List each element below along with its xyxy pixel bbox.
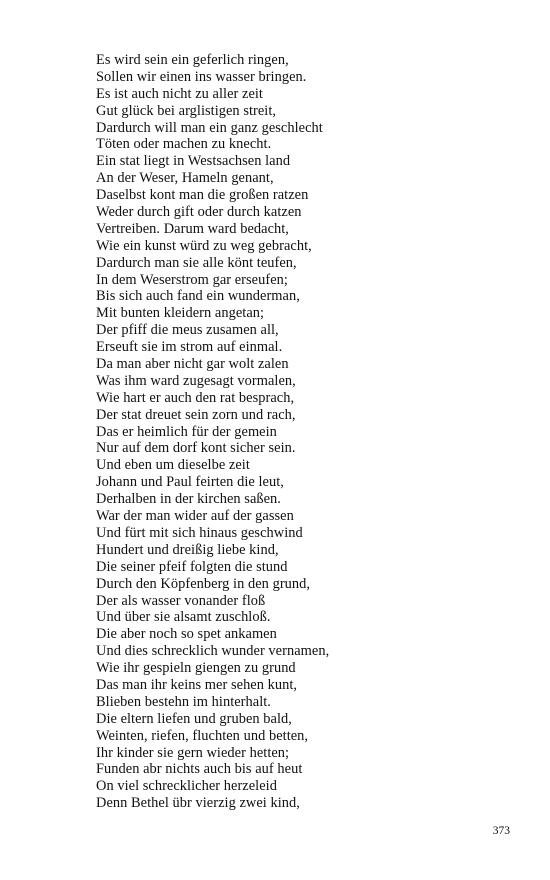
poem-line: Da man aber nicht gar wolt zalen bbox=[96, 356, 289, 373]
poem-line: Der als wasser vonander floß bbox=[96, 592, 266, 609]
poem-line: Daselbst kont man die großen ratzen bbox=[96, 187, 309, 204]
poem-line: Und über sie alsamt zuschloß. bbox=[96, 609, 271, 626]
poem-line: Derhalben in der kirchen saßen. bbox=[96, 491, 281, 508]
poem-line: Bis sich auch fand ein wunderman, bbox=[96, 288, 300, 305]
poem-line: Dardurch man sie alle könt teufen, bbox=[96, 254, 297, 271]
poem-line: Johann und Paul feirten die leut, bbox=[96, 474, 284, 491]
poem-line: Funden abr nichts auch bis auf heut bbox=[96, 761, 303, 778]
poem-line: Die eltern liefen und gruben bald, bbox=[96, 710, 292, 727]
poem-line: Töten oder machen zu knecht. bbox=[96, 136, 272, 153]
poem-line: On viel schrecklicher herzeleid bbox=[96, 778, 277, 795]
poem-line: Gut glück bei arglistigen streit, bbox=[96, 102, 277, 119]
poem-text bbox=[96, 52, 329, 812]
poem-line: Was ihm ward zugesagt vormalen, bbox=[96, 372, 296, 389]
poem-line: Und fürt mit sich hinaus geschwind bbox=[96, 524, 303, 541]
poem-line: Durch den Köpfenberg in den grund, bbox=[96, 575, 311, 592]
poem-line: Sollen wir einen ins wasser bringen. bbox=[96, 68, 307, 85]
poem-line: Nur auf dem dorf kont sicher sein. bbox=[96, 440, 296, 457]
poem-line: Vertreiben. Darum ward bedacht, bbox=[96, 220, 289, 237]
poem-line: Dardurch will man ein ganz geschlecht bbox=[96, 119, 323, 136]
page-number: 373 bbox=[492, 825, 510, 837]
poem-line: An der Weser, Hameln genant, bbox=[96, 170, 274, 187]
poem-line: Es ist auch nicht zu aller zeit bbox=[96, 85, 263, 102]
poem-line: Und dies schrecklich wunder vernamen, bbox=[96, 643, 330, 660]
poem-line: Blieben bestehn im hinterhalt. bbox=[96, 693, 271, 710]
poem-line: Das er heimlich für der gemein bbox=[96, 423, 277, 440]
poem-line: War der man wider auf der gassen bbox=[96, 508, 294, 525]
poem-line: Und eben um dieselbe zeit bbox=[96, 457, 250, 474]
poem-line: Weder durch gift oder durch katzen bbox=[96, 204, 302, 221]
poem-line: Wie ihr gespieln giengen zu grund bbox=[96, 660, 296, 677]
poem-line: Ein stat liegt in Westsachsen land bbox=[96, 153, 291, 170]
poem-line: Wie ein kunst würd zu weg gebracht, bbox=[96, 237, 312, 254]
poem-line: Das man ihr keins mer sehen kunt, bbox=[96, 676, 298, 693]
poem-line: Die aber noch so spet ankamen bbox=[96, 626, 277, 643]
poem-line: In dem Weserstrom gar erseufen; bbox=[96, 271, 288, 288]
poem-line: Wie hart er auch den rat besprach, bbox=[96, 389, 295, 406]
poem-line: Mit bunten kleidern angetan; bbox=[96, 305, 265, 322]
poem-line: Hundert und dreißig liebe kind, bbox=[96, 541, 279, 558]
poem-line: Der pfiff die meus zusamen all, bbox=[96, 322, 279, 339]
poem-line: Weinten, riefen, fluchten und betten, bbox=[96, 727, 309, 744]
poem-line: Erseuft sie im strom auf einmal. bbox=[96, 339, 283, 356]
poem-line: Es wird sein ein geferlich ringen, bbox=[96, 52, 289, 68]
poem-line: Denn Bethel übr vierzig zwei kind, bbox=[96, 795, 300, 812]
poem-line: Der stat dreuet sein zorn und rach, bbox=[96, 406, 296, 423]
poem-line: Ihr kinder sie gern wieder hetten; bbox=[96, 744, 290, 761]
poem-line: Die seiner pfeif folgten die stund bbox=[96, 558, 288, 575]
